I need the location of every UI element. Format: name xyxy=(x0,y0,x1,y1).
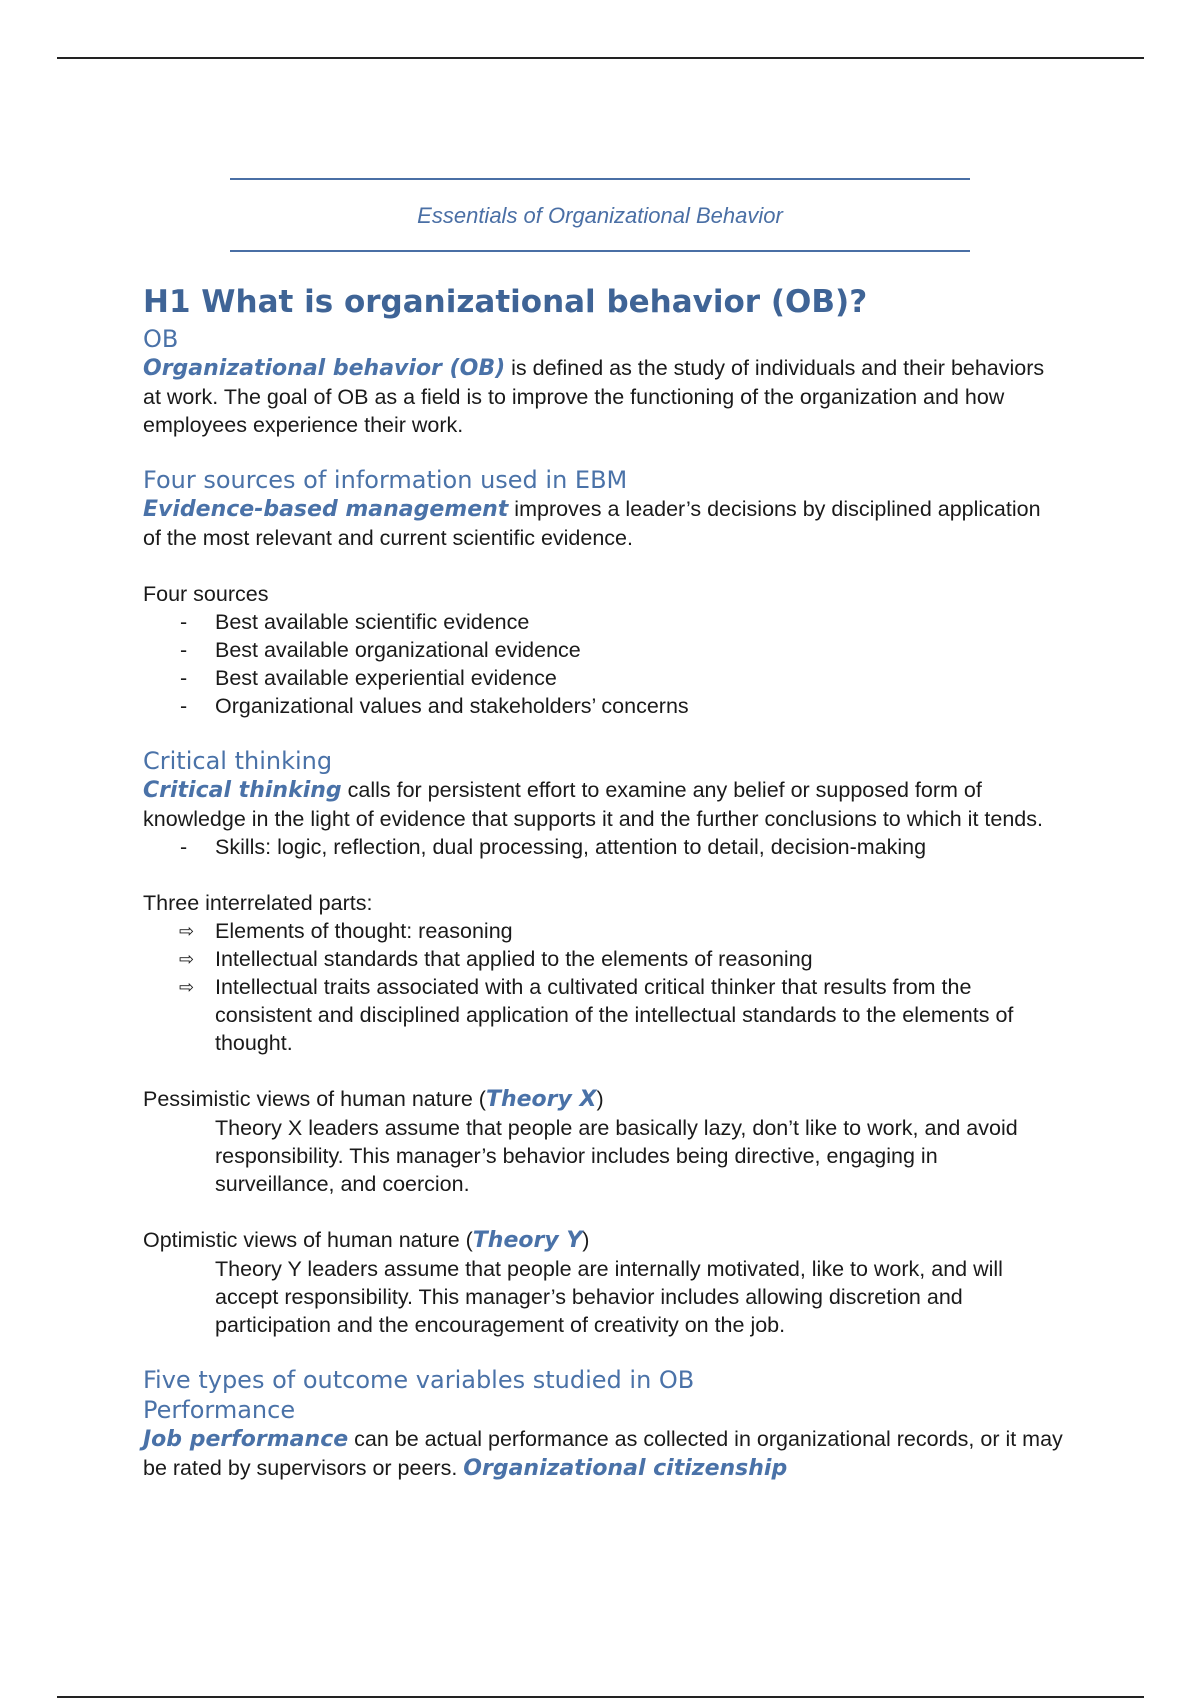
ob-heading: OB xyxy=(143,325,179,353)
arrow-bullet-icon: ⇨ xyxy=(179,921,195,941)
ebm-term: Evidence-based management xyxy=(143,497,509,522)
page-top-rule xyxy=(57,57,1144,59)
critical-thinking-heading: Critical thinking xyxy=(143,747,333,775)
job-performance-term: Job performance xyxy=(143,1427,349,1452)
ob-term: Organizational behavior (OB) xyxy=(143,356,506,381)
four-sources-label: Four sources xyxy=(143,582,269,606)
list-item: ⇨ Elements of thought: reasoning xyxy=(179,919,513,943)
list-item: ⇨ Intellectual traits associated with a cultivated critical thinker that results from the consistent and disciplined application of the intellectual standards to the elements of thought. xyxy=(179,975,1014,1055)
performance-subheading: Performance xyxy=(143,1396,296,1424)
outcome-variables-heading: Five types of outcome variables studied in OB xyxy=(143,1366,695,1394)
arrow-bullet-icon: ⇨ xyxy=(179,949,195,969)
job-performance-definition xyxy=(143,1425,1063,1483)
list-item: - Best available experiential evidence xyxy=(180,666,557,690)
critical-thinking-definition xyxy=(143,776,1063,833)
dash-bullet-icon: - xyxy=(180,835,188,859)
ob-definition xyxy=(143,354,1063,439)
list-item: - Best available scientific evidence xyxy=(180,610,530,634)
three-parts-list xyxy=(143,917,1063,1057)
list-item: - Best available organizational evidence xyxy=(180,638,581,662)
dash-bullet-icon: - xyxy=(180,638,188,662)
ebm-heading: Four sources of information used in EBM xyxy=(143,466,628,494)
document-body xyxy=(143,280,1063,1483)
header-bottom-rule xyxy=(230,250,970,252)
dash-bullet-icon: - xyxy=(180,694,188,718)
ebm-text: improves a leader’s decisions by disciplined application of the most relevant and current scientific evidence. xyxy=(143,497,1041,550)
theory-x-label: Pessimistic views of human nature (Theory X) xyxy=(143,1087,604,1112)
document-title: Essentials of Organizational Behavior xyxy=(417,203,783,228)
list-item: ⇨ Intellectual standards that applied to the elements of reasoning xyxy=(179,947,813,971)
page-bottom-rule xyxy=(57,1696,1144,1698)
organizational-citizenship-term: Organizational citizenship xyxy=(463,1456,788,1481)
critical-thinking-text: calls for persistent effort to examine any belief or supposed form of knowledge in the light of evidence that supports it and the further conclusions to which it tends. xyxy=(143,778,1043,831)
four-sources-list xyxy=(143,608,1063,720)
arrow-bullet-icon: ⇨ xyxy=(179,977,195,997)
list-item: - Skills: logic, reflection, dual processing, attention to detail, decision-making xyxy=(180,835,927,859)
list-item: - Organizational values and stakeholders’ concerns xyxy=(180,694,689,718)
theory-x-text: Theory X leaders assume that people are basically lazy, don’t like to work, and avoid responsibility. This manager’s behavior includes being directive, engaging in surveillance, and coercion. xyxy=(215,1116,1018,1196)
document-header xyxy=(230,178,970,252)
theory-y-label: Optimistic views of human nature (Theory Y) xyxy=(143,1228,590,1253)
theory-y-term: Theory Y xyxy=(472,1228,583,1253)
critical-thinking-term: Critical thinking xyxy=(143,778,342,803)
theory-x-term: Theory X xyxy=(485,1087,597,1112)
job-performance-text: can be actual performance as collected in organizational records, or it may be rated by supervisors or peers. xyxy=(143,1427,1063,1480)
h1-heading: H1 What is organizational behavior (OB)? xyxy=(143,284,868,320)
three-parts-label: Three interrelated parts: xyxy=(143,891,373,915)
dash-bullet-icon: - xyxy=(180,610,188,634)
header-top-rule xyxy=(230,178,970,180)
ebm-definition xyxy=(143,495,1063,552)
skills-list xyxy=(143,833,1063,861)
ob-text: is defined as the study of individuals and their behaviors at work. The goal of OB as a field is to improve the functioning of the organization and how employees experience their work. xyxy=(143,356,1045,437)
dash-bullet-icon: - xyxy=(180,666,188,690)
theory-y-text: Theory Y leaders assume that people are internally motivated, like to work, and will accept responsibility. This manager’s behavior includes allowing discretion and participation and the encouragement of creativity on the job. xyxy=(215,1257,1003,1337)
